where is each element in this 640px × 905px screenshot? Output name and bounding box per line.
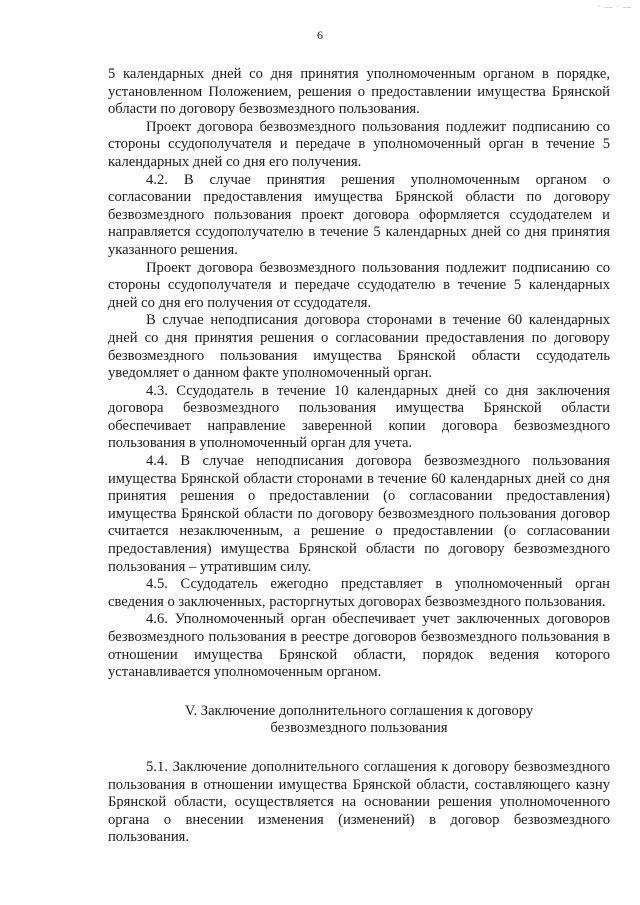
- paragraph-4-4: 4.4. В случае неподписания договора безвозмездного пользования имущества Брянской области сторонами в течение 60 календарных дней со дня принятия решения о предоставлении (о согласовании предоставления) имущества Брянской области по договору безвозмездного пользования договор считается незаключенным, а решение о предоставлении (о согласовании предоставления) имущества Брянской области по договору безвозмездного пользования – утратившим силу.: [108, 453, 610, 575]
- page-number: 6: [317, 28, 323, 42]
- paragraph-non-signing: В случае неподписания договора сторонами в течение 60 календарных дней со дня принятия решения о согласовании предоставления по договору безвозмездного пользования имущества Брянской области ссудодатель уведомляет о данном факте уполномоченный орган.: [108, 312, 610, 382]
- paragraph-4-6: 4.6. Уполномоченный орган обеспечивает учет заключенных договоров безвозмездного пользования в реестре договоров безвозмездного пользования в отношении имущества Брянской области, порядок ведения которого устанавливается уполномоченным органом.: [108, 611, 610, 681]
- paragraph-4-2: 4.2. В случае принятия решения уполномоченным органом о согласовании предоставления имущества Брянской области по договору безвозмездного пользования проект договора оформляется ссудодателем и направляется ссудополучателю в течение 5 календарных дней со дня принятия указанного решения.: [108, 171, 610, 258]
- paragraph-4-3: 4.3. Ссудодатель в течение 10 календарных дней со дня заключения договора безвозмездного пользования имущества Брянской области обеспечивает направление заверенной копии договора безвозмездного пользования в уполномоченный орган для учета.: [108, 382, 610, 452]
- paragraph-4-5: 4.5. Ссудодатель ежегодно представляет в уполномоченный орган сведения о заключенных, расторгнутых договорах безвозмездного пользования.: [108, 576, 610, 610]
- paragraph-5-1: 5.1. Заключение дополнительного соглашения к договору безвозмездного пользования в отношении имущества Брянской области, составляющего казну Брянской области, осуществляется на основании решения уполномоченного органа о внесении изменения (изменений) в договор безвозмездного пользования.: [108, 758, 610, 846]
- section-heading: V. Заключение дополнительного соглашения к договору безвозмездного пользования: [184, 702, 534, 737]
- document-body: [108, 66, 610, 847]
- paragraph-draft-signing: Проект договора безвозмездного пользования подлежит подписанию со стороны ссудополучателя и передаче в уполномоченный орган в течение 5 календарных дней со дня его получения.: [108, 118, 610, 170]
- paragraph-draft-signing-2: Проект договора безвозмездного пользования подлежит подписанию со стороны ссудополучателя и передаче ссудодателю в течение 5 календарных дней со дня его получения от ссудодателя.: [108, 259, 610, 311]
- paragraph-continuation: 5 календарных дней со дня принятия уполномоченным органом в порядке, установленном Положением, решения о предоставлении имущества Брянской области по договору безвозмездного пользования.: [108, 66, 610, 118]
- scan-corner-mark: · — · —: [597, 2, 632, 11]
